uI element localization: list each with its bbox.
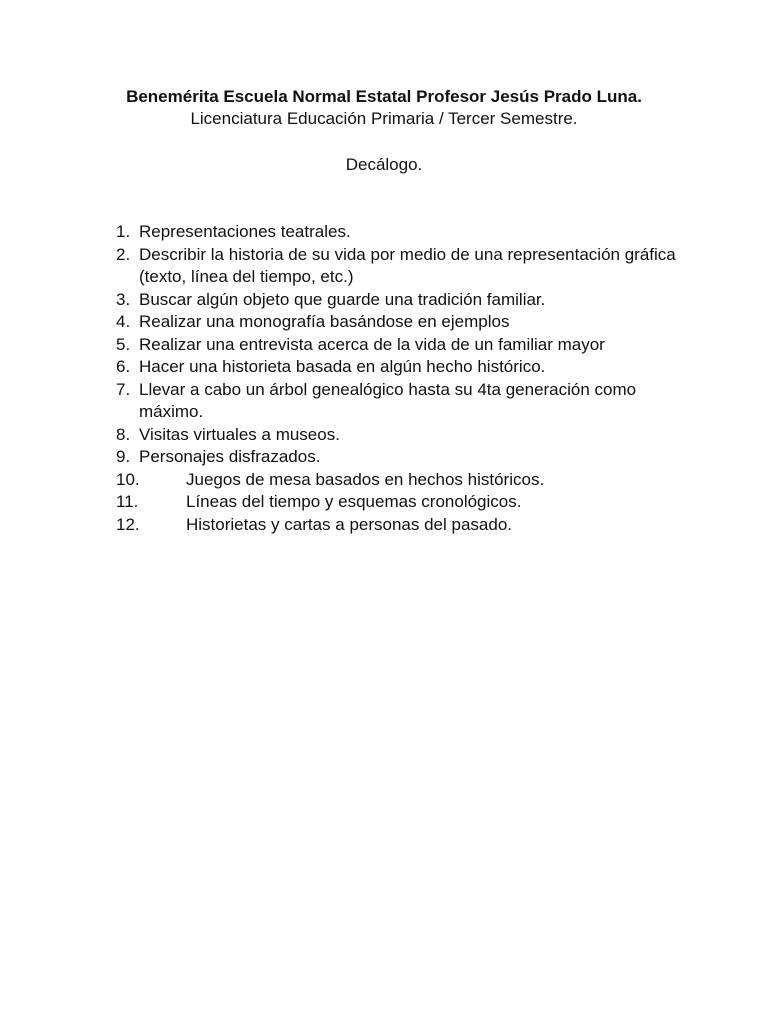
list-item-text: Historietas y cartas a personas del pasado. [186, 514, 513, 534]
list-item-text: Buscar algún objeto que guarde una tradición familiar. [139, 289, 546, 309]
list-item-text: Personajes disfrazados. [139, 447, 321, 466]
list-item [116, 356, 676, 379]
list-item [116, 334, 676, 357]
list-item-number: 5. [116, 334, 131, 354]
list-item-number: 2. [116, 244, 131, 264]
list-item-text: Hacer una historieta basada en algún hecho histórico. [139, 357, 546, 376]
list-item [116, 491, 676, 514]
list-item-number: 10. [116, 469, 140, 489]
list-item [116, 221, 676, 244]
list-item [116, 379, 676, 424]
list-item-text: Líneas del tiempo y esquemas cronológicos. [186, 492, 522, 511]
list-item-number: 4. [116, 312, 131, 331]
list-item-text: Realizar una monografía basándose en ejemplos [139, 312, 510, 331]
list-item-number: 8. [116, 424, 131, 444]
list-item [116, 244, 676, 289]
list-item-number: 6. [116, 357, 131, 376]
list-item [116, 514, 676, 537]
document-title: Decálogo. [345, 155, 423, 174]
list-item [116, 469, 676, 492]
list-item-number: 3. [116, 289, 131, 309]
list-item-text: Juegos de mesa basados en hechos históricos. [186, 469, 545, 489]
list-item-text: Representaciones teatrales. [139, 222, 351, 241]
list-item [116, 311, 676, 334]
list-item-text: Realizar una entrevista acerca de la vida de un familiar mayor [139, 334, 605, 354]
list-item [116, 289, 676, 312]
institution-name: Benemérita Escuela Normal Estatal Profesor Jesús Prado Luna. [126, 87, 642, 106]
document-header [0, 86, 768, 130]
list-item [116, 424, 676, 447]
list-item-number: 11. [116, 492, 139, 511]
list-item-text: Visitas virtuales a museos. [139, 424, 340, 444]
list-item-text: Describir la historia de su vida por medio de una representación gráfica (texto, línea del tiempo, etc.) [139, 244, 676, 286]
list-item-number: 1. [116, 222, 131, 241]
list-item-text: Llevar a cabo un árbol genealógico hasta su 4ta generación como máximo. [139, 379, 637, 421]
list-item-number: 12. [116, 514, 140, 534]
list-item [116, 446, 676, 469]
list-item-number: 9. [116, 447, 131, 466]
program-name: Licenciatura Educación Primaria / Tercer Semestre. [190, 109, 578, 128]
decalogue-list [116, 221, 676, 536]
list-item-number: 7. [116, 379, 131, 399]
